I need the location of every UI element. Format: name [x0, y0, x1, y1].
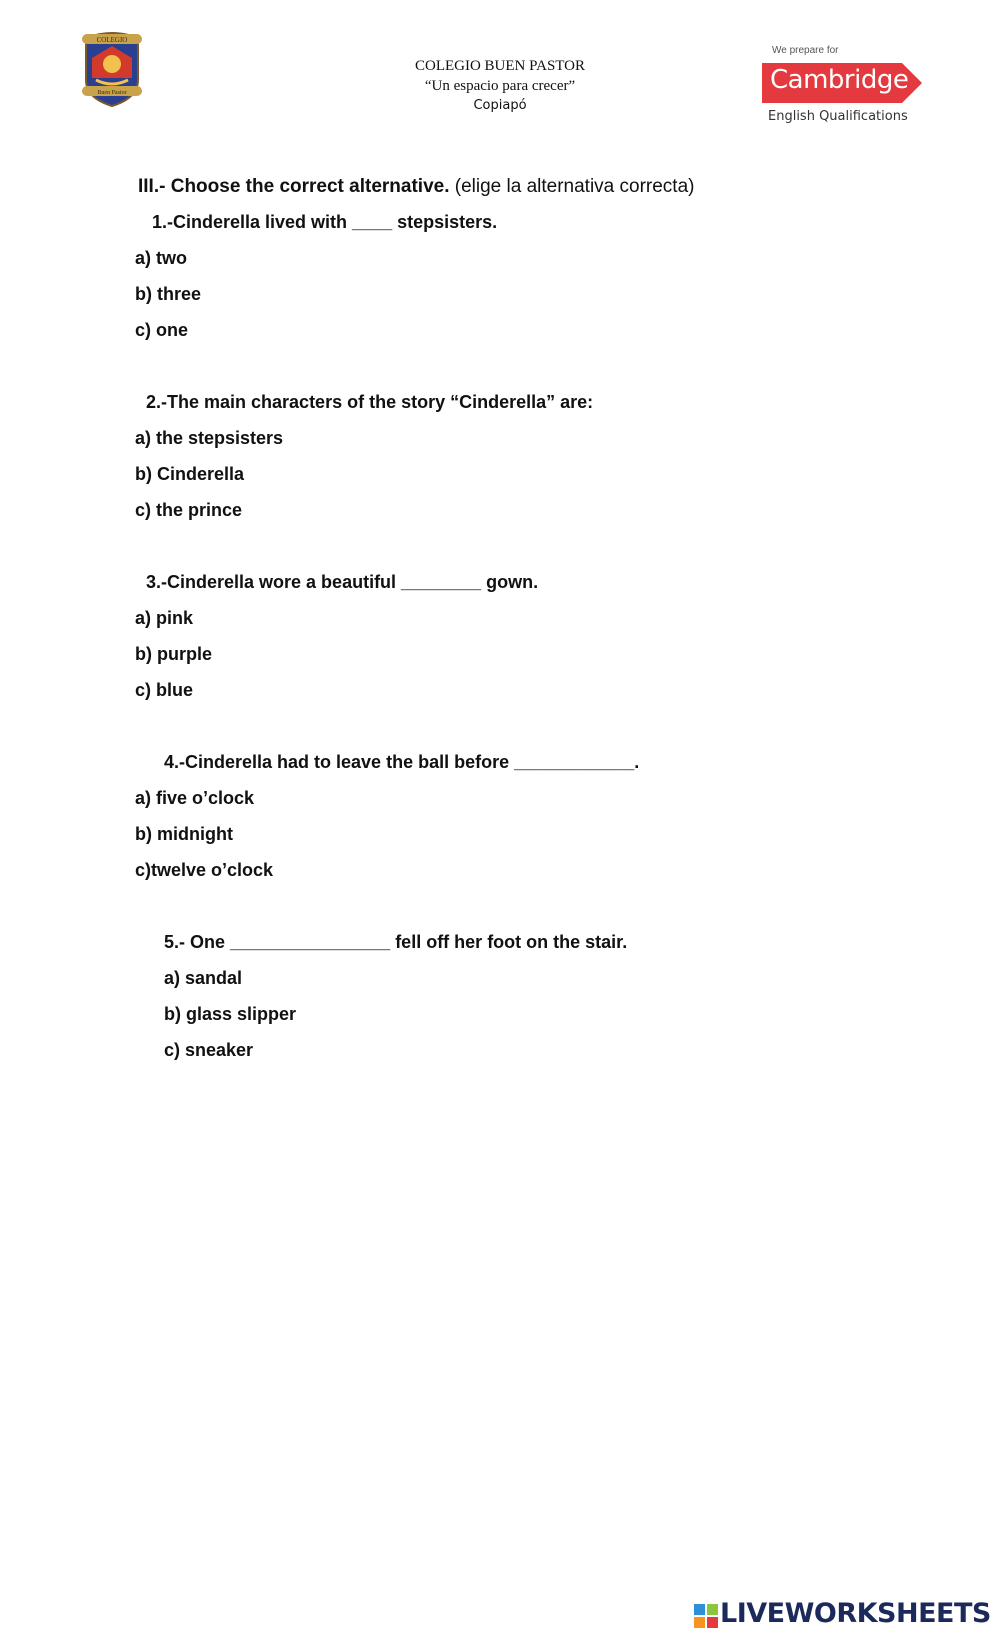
liveworksheets-grid-icon: [694, 1604, 718, 1628]
question-1: 1.-Cinderella lived with ____ stepsisters.: [152, 212, 498, 232]
question-3-option-a[interactable]: a) pink: [135, 608, 194, 628]
crest-bottom-text: Buen Pastor: [97, 90, 127, 96]
liveworksheets-brand: LIVEWORKSHEETS: [720, 1598, 991, 1629]
school-name: COLEGIO BUEN PASTOR: [414, 58, 586, 74]
cambridge-prepare-text: We prepare for: [772, 45, 839, 56]
cambridge-logo: [762, 45, 932, 130]
question-2-option-c[interactable]: c) the prince: [135, 500, 243, 520]
school-city: Copiapó: [473, 98, 527, 113]
question-4: 4.-Cinderella had to leave the ball before ____________.: [164, 752, 640, 772]
question-3-option-b[interactable]: b) purple: [135, 644, 212, 664]
instruction: [138, 176, 694, 198]
question-2-option-a[interactable]: a) the stepsisters: [135, 428, 284, 448]
question-4-option-c[interactable]: c)twelve o’clock: [135, 860, 274, 880]
question-5: 5.- One ________________ fell off her foot on the stair.: [164, 932, 628, 952]
instruction-bold: III.- Choose the correct alternative.: [138, 176, 450, 197]
question-3: 3.-Cinderella wore a beautiful ________ gown.: [146, 572, 539, 592]
question-3-option-c[interactable]: c) blue: [135, 680, 194, 700]
question-1-option-c[interactable]: c) one: [135, 320, 189, 340]
question-4-option-b[interactable]: b) midnight: [135, 824, 233, 844]
question-2: 2.-The main characters of the story “Cinderella” are:: [146, 392, 594, 412]
instruction-normal: (elige la alternativa correcta): [449, 176, 695, 197]
question-5-option-c[interactable]: c) sneaker: [164, 1040, 254, 1060]
question-4-option-a[interactable]: a) five o’clock: [135, 788, 255, 808]
cambridge-sub-text: English Qualifications: [768, 109, 908, 124]
question-1-option-b[interactable]: b) three: [135, 284, 202, 304]
crest-top-text: COLEGIO: [96, 36, 128, 44]
question-5-option-b[interactable]: b) glass slipper: [164, 1004, 297, 1024]
question-5-option-a[interactable]: a) sandal: [164, 968, 243, 988]
cambridge-word: Cambridge: [770, 65, 909, 95]
question-1-option-a[interactable]: a) two: [135, 248, 187, 268]
school-motto: “Un espacio para crecer”: [424, 78, 576, 94]
question-2-option-b[interactable]: b) Cinderella: [135, 464, 245, 484]
